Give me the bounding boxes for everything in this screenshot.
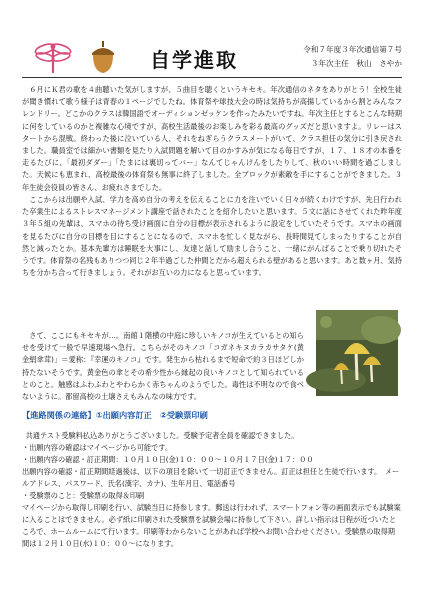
- career-notice: [22, 430, 402, 550]
- paragraph-1: ６月にＫ君の歌を４曲聴いた気がしますが、５曲目を聴くというキセキ。年次通信のネタをありがとう！全校生徒が聞き慣れて歌う様子は青春の１ページでしたね。体育祭や球技大会の時は気持ちが高揚しているから割とみんなフレンドリー。どこかのクラスは韓国語でオーディションゼッケンを作ったみたいですね。年次主任とするとこんな時期に何をしているのかと複雑な心境ですが、高校生活最後のお楽しみを彩る最高のグッズだと思いますよ。リレーはスタートから混戦。終わった後に泣いている人、それをねぎらうクラスメートがいて、クラス担任の気分に引き戻されました。職員室では細かい書類を見たり入試問題を解いて目のかすみが気になる毎日ですが、１７、１８才の本番を走るたびに、「最初ダダー」「たまには裏切ってバー」なんてじゃんけんをしたりして、秋のいい時間を過ごしました。天候にも恵まれ、高校最後の体育祭も無事に終了しました。全ブロックが素敵を手にすることができました。３年生徒会役員の皆さん、お疲れさまでした。: [22, 85, 402, 192]
- paragraph-2: ここからは出願や入試、学力を高め自分の考えを伝えることに力を注いでいく日々が続くわけですが、先日行われた卒業生によるストレスマネージメント講座で話されたことを紹介したいと思います。５文に話にさせてくれた昨年度３年５組の先輩は、スマホの待ち受け画面に自分の目標が表示されるように設定をしていたそうです。スマホの画面を見るたびに自分の目標を目にすることになるので、スマホを忙しく見ながら、長時間見てしまったりすることが自然と減ったとか。基本先輩方は睡眠を大事にし、友達と話して励まし合うこと、一緒にがんばることで乗り切れたそうです。体育祭の名残もありつつ同じ２年半過ごした仲間とだから超えられる壁があると思います。あと数ヶ月、気持ちを分かち合って行きましょう。それがお互いの力になると思っています。: [22, 195, 402, 278]
- notice-line-5: ・受験票のこと：受験票の取得＆印刷: [22, 491, 145, 500]
- paragraph-3: さて、ここにもキセキが…。南館１階横の中庭に珍しいキノコが生えているとの知らせを受けて一般で早速現場へ急行。こちらがそのキノコ「コガネキヌカラカサタケ(黄金絹傘茸)」＝愛称：『幸運のキノコ』です。発生から枯れるまで短命で約３日ほどしか持たないそうです。黄金色の傘とその希少性から縁起の良いキノコとして知られているとのこと。触感はふわふわとやわらかく赤ちゃんのようでした。毒性は不明なので食べないように。都留高校の土壌さえもみんなの味方です。: [22, 331, 304, 402]
- section-heading-career: 【進路関係の連絡】①出願内容訂正 ②受験票印刷: [22, 410, 208, 420]
- author-line: ３年次主任 秋山 さやか: [310, 59, 402, 68]
- notice-line-6: マイページから取得し印刷を行い、試験当日に持参します。郵送は行われず、スマートフォン等の画面表示でも試験案に入ることはできません。必ず紙に印刷された受験票を試験会場に持参して下さい。詳しい指示は日程が近づいたところで、ホームルームにて行います。印刷等わからないことがあれば学校へお問い合わせください。受験票の取得期間は１２月１０日(水)１０：００〜になります。: [22, 503, 401, 548]
- notice-line-4: 出願内容の確認・訂正期間経過後は、以下の項目を除いて一切訂正できません。訂正は担任と生徒で行います。 メールアドレス、パスワード、氏名(漢字、カナ)、生年月日、電話番号: [22, 467, 400, 488]
- notice-line-1: 共通テスト受験料払込ありがとうございました。受験予定者全員を確認できました。: [25, 431, 299, 440]
- dragonfly-icon: [34, 40, 72, 74]
- page-title: 自学進取: [150, 48, 238, 72]
- notice-line-3: ・出願内容の確認・訂正期間：１０月１０日(金)１０：００〜１０月１７日(金)１７：００: [22, 455, 314, 464]
- acorn-icon: [88, 40, 118, 74]
- notice-line-2: ・出願内容の確認はマイページから可能です。: [22, 443, 173, 452]
- header-divider: [22, 77, 402, 78]
- mushroom-photo: [316, 310, 398, 396]
- issue-number: 令和７年度３年次通信第７号: [303, 45, 402, 54]
